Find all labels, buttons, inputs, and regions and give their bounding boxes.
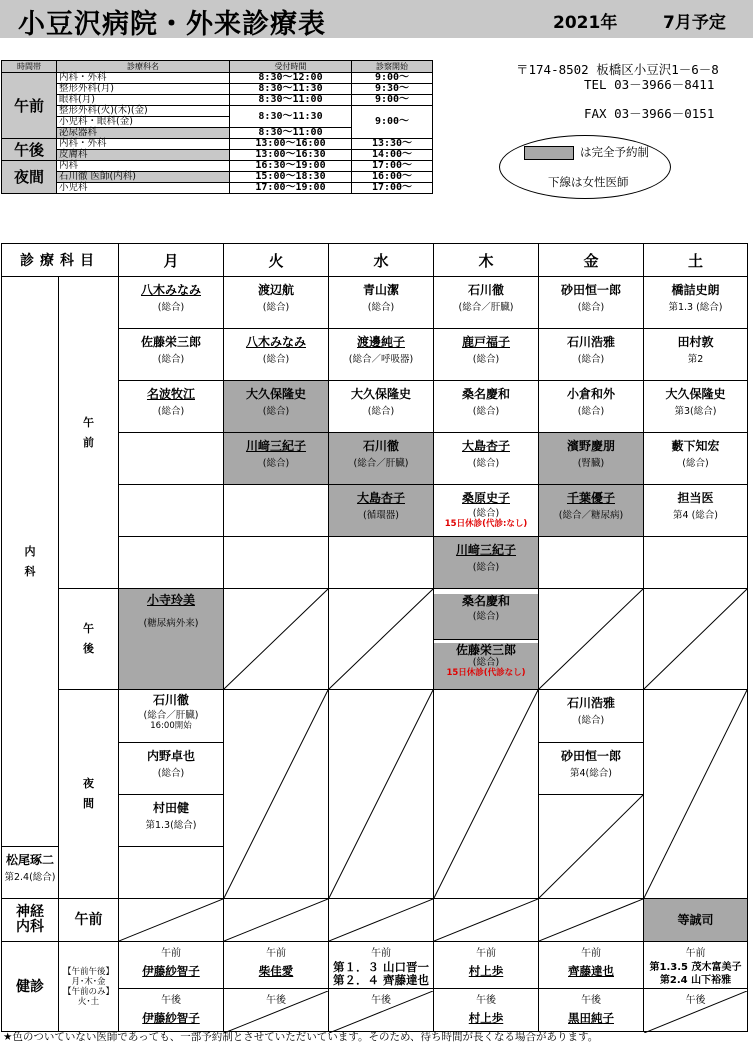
- doctor-specialty: (総合): [157, 354, 185, 365]
- doctor-specialty: 第1.3(総合): [145, 820, 197, 831]
- doctor-name: 齊藤達也: [568, 964, 614, 978]
- empty-slot-slash: [329, 690, 433, 898]
- doctor-name: 松尾琢二: [5, 853, 54, 867]
- doctor-specialty: (糖尿病外来): [143, 618, 199, 629]
- empty-slot-slash: [119, 899, 223, 941]
- doctor-specialty: (総合): [367, 406, 395, 417]
- doctor-specialty: (総合／肝臓): [353, 458, 409, 469]
- day-header-mon: 月: [119, 244, 224, 277]
- doctor-name: 内野卓也: [146, 749, 195, 763]
- doctor-name: 大久保隆史: [245, 387, 306, 401]
- doctor-specialty: (総合): [472, 508, 500, 519]
- doctor-name: 大島杏子: [356, 491, 405, 505]
- neuro-fri-cell: [539, 899, 644, 942]
- hours-time: 8:30～11:30: [230, 84, 352, 95]
- legend-reserved-text: は完全予約制: [580, 145, 649, 159]
- doctor-name: 伊藤紗智子: [142, 1011, 200, 1025]
- dept-label-neurology: [2, 899, 59, 942]
- neuro-tue-cell: [224, 899, 329, 942]
- hours-time: 8:30～11:00: [230, 95, 352, 106]
- neuro-wed-cell: [329, 899, 434, 942]
- hours-dept: 石川徹 医師(内科): [57, 172, 230, 183]
- hours-time: 8:30～11:30: [230, 106, 352, 128]
- am-mon-cell: [119, 537, 224, 589]
- hours-col-reception: 受付時間: [230, 61, 352, 73]
- checkup-pm-label: 午後: [371, 995, 391, 1006]
- doctor-name: 村上歩: [468, 1011, 504, 1025]
- doctor-name: 小倉和外: [566, 387, 615, 401]
- doctor-name: 村上歩: [468, 964, 504, 978]
- am-tue-cell: [224, 277, 329, 329]
- doctor-name: 伊藤紗智子: [142, 964, 200, 978]
- doctor-name: 川﨑三紀子: [455, 543, 516, 557]
- am-thu-cell: [434, 329, 539, 381]
- night-fri-empty-cell: [539, 795, 644, 899]
- checkup-note-line: 【午前のみ】: [62, 986, 114, 997]
- checkup-pm-label: 午後: [266, 995, 286, 1006]
- hours-band-night: 夜間: [2, 161, 57, 194]
- night-mon-cell: [119, 743, 224, 795]
- am-wed-cell: [329, 381, 434, 433]
- checkup-pm-mon-cell: [119, 989, 224, 1032]
- night-fri-cell: [539, 743, 644, 795]
- schedule-year: 2021年: [553, 13, 618, 33]
- am-tue-cell: [224, 433, 329, 485]
- checkup-am-mon-cell: [119, 942, 224, 989]
- doctor-specialty: (総合): [157, 302, 185, 313]
- doctor-name: 桑原史子: [461, 491, 510, 505]
- doctor-name: 青山潔: [362, 283, 399, 297]
- empty-slot-slash: [329, 589, 433, 689]
- am-fri-cell: [539, 329, 644, 381]
- hours-col-dept: 診療科名: [57, 61, 230, 73]
- doctor-name: 佐藤栄三郎: [140, 335, 201, 349]
- neurology-am-label: 午前: [59, 899, 119, 942]
- schedule-month: 7月予定: [663, 13, 726, 33]
- neuro-thu-cell: [434, 899, 539, 942]
- doctor-specialty: (総合): [262, 302, 290, 313]
- doctor-name: 大島杏子: [461, 439, 510, 453]
- doctor-specialty: (循環器): [363, 510, 399, 521]
- doctor-name: 村田健: [152, 801, 189, 815]
- pm-label: 午後: [83, 622, 94, 655]
- hours-band-pm: 午後: [2, 139, 57, 161]
- empty-slot-slash: [224, 899, 328, 941]
- hours-time: 16:30～19:00: [230, 161, 352, 172]
- doctor-specialty: 第4(総合): [570, 768, 612, 779]
- pm-sat-cell: [644, 589, 748, 690]
- day-header-wed: 水: [329, 244, 434, 277]
- doctor-name: 石川徹: [467, 283, 504, 297]
- am-tue-cell: [224, 329, 329, 381]
- checkup-am-label: 午前: [266, 948, 286, 959]
- hours-dept: 整形外科(火)(木)(金): [57, 106, 230, 117]
- checkup-pm-thu-cell: [434, 989, 539, 1032]
- doctor-name: 第２．４ 齊藤達也: [332, 973, 429, 987]
- doctor-name: 渡邊純子: [356, 335, 405, 349]
- start-note: 16:00開始: [150, 721, 192, 731]
- checkup-am-wed-cell: [329, 942, 434, 989]
- page-title: 小豆沢病院・外来診療表: [18, 9, 326, 40]
- am-tue-cell: [224, 381, 329, 433]
- am-sat-cell: [644, 329, 748, 381]
- am-fri-cell: [539, 433, 644, 485]
- checkup-schedule-note: [59, 942, 119, 1032]
- am-mon-cell: [119, 433, 224, 485]
- am-tue-cell: [224, 537, 329, 589]
- empty-slot-slash: [644, 589, 747, 689]
- am-fri-cell: [539, 537, 644, 589]
- am-sat-cell: [644, 433, 748, 485]
- doctor-specialty: (総合): [262, 458, 290, 469]
- doctor-specialty: (総合): [367, 302, 395, 313]
- outpatient-schedule-table: [1, 243, 748, 1032]
- checkup-note-line: 月･木･金: [71, 976, 106, 987]
- doctor-name: 担当医: [677, 491, 714, 505]
- doctor-specialty: 第1.3 (総合): [668, 302, 723, 313]
- night-mon-cell: [119, 795, 224, 847]
- day-header-fri: 金: [539, 244, 644, 277]
- hospital-tel: TEL 03－3966－8411: [584, 77, 715, 92]
- pm-thu-cell: [434, 589, 539, 690]
- doctor-name: 桑名慶和: [461, 594, 510, 608]
- doctor-specialty: (総合): [472, 611, 500, 622]
- night-wed-cell: [329, 690, 434, 899]
- hospital-address: 〒174-8502 板橋区小豆沢1－6－8: [516, 62, 719, 77]
- footer-note: ★色のついていない医師であっても、一部予約制とさせていただいています。そのため、待ち時間が長くなる場合があります。: [3, 1031, 599, 1043]
- am-mon-cell: [119, 485, 224, 537]
- empty-slot-slash: [329, 899, 433, 941]
- hours-band-am: 午前: [2, 73, 57, 139]
- doctor-name: 藪下知宏: [671, 439, 720, 453]
- doctor-name: 柴佳愛: [258, 964, 294, 978]
- doctor-specialty: (腎臓): [577, 458, 605, 469]
- hospital-fax: FAX 03－3966－0151: [584, 106, 715, 121]
- night-mon-cell: [2, 847, 59, 899]
- checkup-note-line: 【午前午後】: [62, 966, 114, 977]
- doctor-name: 砂田恒一郎: [560, 283, 621, 297]
- night-thu-cell: [434, 690, 539, 899]
- empty-slot-slash: [644, 690, 747, 898]
- hours-time: 8:30～12:00: [230, 73, 352, 84]
- doctor-specialty: (総合): [577, 406, 605, 417]
- day-header-sat: 土: [644, 244, 748, 277]
- hours-dept: 小児科・眼科(金): [57, 117, 230, 128]
- band-label-am: [59, 277, 119, 589]
- dept-label-internal: [2, 277, 59, 847]
- night-mon-cell: [119, 690, 224, 743]
- am-sat-cell: [644, 277, 748, 329]
- am-thu-cell: [434, 537, 539, 589]
- checkup-pm-label: 午後: [581, 995, 601, 1006]
- hours-dept: 整形外科(月): [57, 84, 230, 95]
- checkup-am-label: 午前: [161, 948, 181, 959]
- am-mon-cell: [119, 329, 224, 381]
- doctor-specialty: (総合): [157, 768, 185, 779]
- am-thu-cell: [434, 381, 539, 433]
- am-wed-cell: [329, 537, 434, 589]
- checkup-am-thu-cell: [434, 942, 539, 989]
- hours-dept: 内科・外科: [57, 139, 230, 150]
- doctor-specialty: (総合／呼吸器): [348, 354, 414, 365]
- doctor-specialty: (総合): [577, 302, 605, 313]
- doctor-specialty: (総合): [472, 562, 500, 573]
- am-mon-cell: [119, 381, 224, 433]
- checkup-pm-label: 午後: [161, 995, 181, 1006]
- doctor-name: 石川浩雅: [566, 335, 615, 349]
- doctor-name: 佐藤栄三郎: [455, 643, 516, 657]
- hours-start: 9:30～: [352, 84, 433, 95]
- doctor-specialty: (総合): [472, 406, 500, 417]
- doctor-name: 八木みなみ: [140, 283, 201, 297]
- am-mon-cell: [119, 277, 224, 329]
- doctor-specialty: (総合): [577, 715, 605, 726]
- hours-dept: 内科: [57, 161, 230, 172]
- checkup-am-label: 午前: [371, 948, 391, 959]
- empty-slot-slash: [224, 589, 328, 689]
- day-header-tue: 火: [224, 244, 329, 277]
- closure-note: 15日休診(代診:なし): [444, 519, 528, 529]
- doctor-specialty: (総合): [157, 406, 185, 417]
- empty-slot-slash: [434, 690, 538, 898]
- hours-start: 9:00～: [352, 106, 433, 139]
- hours-start: 16:00～: [352, 172, 433, 183]
- neuro-mon-cell: [119, 899, 224, 942]
- doctor-name: 石川徹: [362, 439, 399, 453]
- am-wed-cell: [329, 485, 434, 537]
- checkup-am-label: 午前: [581, 948, 601, 959]
- neurology-label: 神経内科: [16, 904, 44, 935]
- checkup-pm-fri-cell: [539, 989, 644, 1032]
- hours-start: 9:00～: [352, 95, 433, 106]
- hours-start: 17:00～: [352, 183, 433, 194]
- doctor-name: 石川浩雅: [566, 696, 615, 710]
- checkup-am-tue-cell: [224, 942, 329, 989]
- doctor-specialty: (総合): [472, 458, 500, 469]
- hours-time: 13:00～16:30: [230, 150, 352, 161]
- empty-slot-slash: [434, 899, 538, 941]
- doctor-name: 大久保隆史: [665, 387, 726, 401]
- hours-col-band: 時間帯: [2, 61, 57, 73]
- doctor-name: 千葉優子: [566, 491, 615, 505]
- neuro-sat-cell: [644, 899, 748, 942]
- dept-header: 診療科目: [2, 244, 119, 277]
- internal-medicine-label: 内科: [24, 544, 36, 578]
- am-thu-cell: [434, 433, 539, 485]
- pm-mon-cell: [119, 589, 224, 690]
- doctor-specialty: (総合): [577, 354, 605, 365]
- reception-hours-table: [1, 60, 433, 194]
- checkup-am-sat-cell: [644, 942, 748, 989]
- am-sat-cell: [644, 485, 748, 537]
- doctor-specialty: (総合): [472, 657, 500, 668]
- doctor-name: 八木みなみ: [245, 335, 306, 349]
- hours-col-start: 診察開始: [352, 61, 433, 73]
- am-sat-cell: [644, 381, 748, 433]
- pm-wed-cell: [329, 589, 434, 690]
- empty-slot-slash: [539, 795, 643, 898]
- am-thu-cell: [434, 277, 539, 329]
- doctor-name: 黒田純子: [568, 1011, 614, 1025]
- checkup-am-fri-cell: [539, 942, 644, 989]
- doctor-specialty: 第4 (総合): [673, 510, 718, 521]
- am-fri-cell: [539, 485, 644, 537]
- doctor-name: 渡辺航: [257, 283, 294, 297]
- hours-start: 14:00～: [352, 150, 433, 161]
- hours-time: 15:00～18:30: [230, 172, 352, 183]
- night-fri-cell: [539, 690, 644, 743]
- empty-slot-slash: [224, 690, 328, 898]
- doctor-name: 濱野慶朋: [566, 439, 615, 453]
- doctor-name: 鹿戸福子: [461, 335, 510, 349]
- am-wed-cell: [329, 277, 434, 329]
- empty-slot-slash: [539, 589, 643, 689]
- pm-tue-cell: [224, 589, 329, 690]
- hours-start: 9:00～: [352, 73, 433, 84]
- doctor-name: 第2.4 山下裕雅: [659, 975, 732, 986]
- legend-gray-swatch: [524, 146, 574, 160]
- night-sat-cell: [644, 690, 748, 899]
- hours-dept: 眼科(月): [57, 95, 230, 106]
- hours-time: 17:00～19:00: [230, 183, 352, 194]
- hours-dept: 小児科: [57, 183, 230, 194]
- am-tue-cell: [224, 485, 329, 537]
- doctor-name: 川﨑三紀子: [245, 439, 306, 453]
- am-label: 午前: [83, 415, 94, 449]
- night-label: 夜間: [83, 777, 94, 810]
- band-label-pm: [59, 589, 119, 690]
- am-fri-cell: [539, 277, 644, 329]
- closure-note: 15日休診(代診なし): [446, 668, 526, 678]
- hours-start: 13:30～: [352, 139, 433, 150]
- doctor-specialty: (総合／肝臓): [458, 302, 514, 313]
- legend-female-text: 下線は女性医師: [548, 175, 629, 189]
- checkup-pm-label: 午後: [476, 995, 496, 1006]
- doctor-specialty: (総合): [472, 354, 500, 365]
- checkup-pm-sat-cell: [644, 989, 748, 1032]
- checkup-pm-label: 午後: [685, 995, 706, 1006]
- checkup-note-line: 火･土: [77, 996, 100, 1007]
- hours-dept: 泌尿器科: [57, 128, 230, 139]
- night-tue-cell: [224, 690, 329, 899]
- doctor-name: 第1.3.5 茂木富美子: [649, 962, 742, 973]
- doctor-specialty: (総合／糖尿病): [558, 510, 624, 521]
- hours-time: 13:00～16:00: [230, 139, 352, 150]
- doctor-name: 大久保隆史: [350, 387, 411, 401]
- doctor-specialty: 第2.4(総合): [4, 872, 56, 883]
- checkup-am-label: 午前: [476, 948, 496, 959]
- am-wed-cell: [329, 329, 434, 381]
- hours-dept: 皮膚科: [57, 150, 230, 161]
- band-label-night: [59, 690, 119, 899]
- doctor-name: 砂田恒一郎: [560, 749, 621, 763]
- doctor-name: 等誠司: [677, 913, 714, 927]
- am-wed-cell: [329, 433, 434, 485]
- pm-fri-cell: [539, 589, 644, 690]
- am-thu-cell: [434, 485, 539, 537]
- am-sat-cell: [644, 537, 748, 589]
- checkup-pm-tue-cell: [224, 989, 329, 1032]
- doctor-name: 第１．３ 山口晋一: [332, 960, 429, 974]
- hours-start: 17:00～: [352, 161, 433, 172]
- doctor-specialty: (総合): [682, 458, 709, 469]
- doctor-name: 石川徹: [152, 693, 189, 707]
- doctor-name: 田村敦: [677, 335, 714, 349]
- doctor-name: 小寺玲美: [146, 593, 195, 607]
- doctor-specialty: (総合): [262, 406, 290, 417]
- doctor-specialty: 第2: [687, 354, 704, 365]
- checkup-am-label: 午前: [685, 948, 706, 959]
- doctor-specialty: (総合): [262, 354, 290, 365]
- am-fri-cell: [539, 381, 644, 433]
- day-header-thu: 木: [434, 244, 539, 277]
- doctor-specialty: 第3(総合): [674, 406, 717, 417]
- doctor-name: 名波牧江: [146, 387, 195, 401]
- hours-time: 8:30～11:00: [230, 128, 352, 139]
- checkup-pm-wed-cell: [329, 989, 434, 1032]
- doctor-name: 橋詰史朗: [671, 283, 720, 297]
- dept-label-checkup: 健診: [2, 942, 59, 1032]
- doctor-name: 桑名慶和: [461, 387, 510, 401]
- hours-dept: 内科・外科: [57, 73, 230, 84]
- doctor-specialty: (総合／肝臓): [143, 710, 199, 721]
- empty-slot-slash: [539, 899, 643, 941]
